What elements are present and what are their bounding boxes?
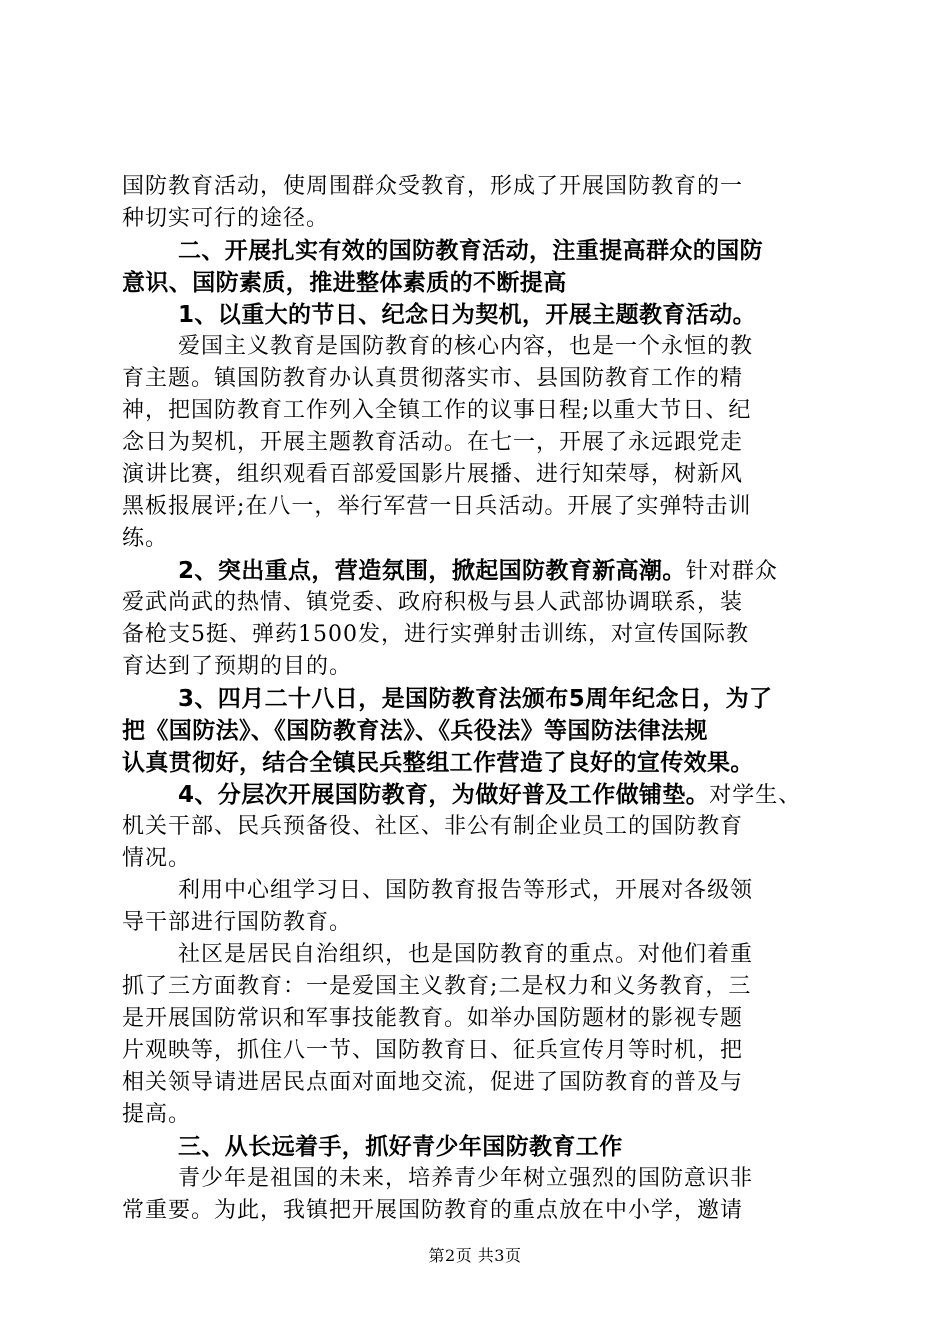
text-line: 利用中心组学习日、国防教育报告等形式，开展对各级领	[178, 878, 754, 903]
text-line: 认真贯彻好，结合全镇民兵整组工作营造了良好的宣传效果。	[122, 750, 754, 776]
text-line: 练。	[122, 526, 169, 551]
text-line: 提高。	[122, 1102, 192, 1127]
heading-line: 三、从长远着手，抓好青少年国防教育工作	[178, 1134, 623, 1160]
text-line: 把《国防法》、《国防教育法》、《兵役法》等国防法律法规	[122, 718, 708, 744]
paragraph	[122, 171, 832, 235]
heading-line: 意识、国防素质，推进整体素质的不断提高	[122, 270, 567, 296]
text-line: 情况。	[122, 846, 192, 871]
text-line: 育达到了预期的目的。	[122, 654, 353, 679]
heading-line: 二、开展扎实有效的国防教育活动，注重提高群众的国防	[178, 238, 763, 264]
section-heading-3	[122, 1131, 832, 1163]
paragraph	[122, 331, 832, 555]
text-line: 青少年是祖国的未来，培养青少年树立强烈的国防意识非	[178, 1166, 754, 1191]
text-line: 神，把国防教育工作列入全镇工作的议事日程;以重大节日、纪	[122, 398, 752, 423]
text-line: 常重要。为此，我镇把开展国防教育的重点放在中小学，邀请	[122, 1198, 744, 1223]
text-line: 片观映等，抓住八一节、国防教育日、征兵宣传月等时机，把	[122, 1038, 744, 1063]
text-line	[122, 555, 832, 587]
subheading-1	[122, 299, 832, 331]
text-line: 社区是居民自治组织，也是国防教育的重点。对他们着重	[178, 942, 754, 967]
point-heading: 2、突出重点，营造氛围，掀起国防教育新高潮。	[178, 558, 686, 584]
text-line: 黑板报展评;在八一，举行军营一日兵活动。开展了实弹特击训	[122, 494, 752, 519]
section-heading-2	[122, 235, 832, 299]
paragraph-point-2	[122, 555, 832, 683]
text-run: 对学生、	[709, 783, 802, 808]
paragraph	[122, 1163, 832, 1227]
text-line: 备枪支5挺、弹药1500发，进行实弹射击训练，对宣传国际教	[122, 622, 749, 647]
point-heading: 4、分层次开展国防教育，为做好普及工作做铺垫。	[178, 782, 710, 808]
text-line: 爱武尚武的热情、镇党委、政府积极与县人武部协调联系，装	[122, 590, 744, 615]
text-line: 念日为契机，开展主题教育活动。在七一，开展了永远跟党走	[122, 430, 744, 455]
heading-line: 1、以重大的节日、纪念日为契机，开展主题教育活动。	[178, 302, 757, 328]
paragraph	[122, 875, 832, 939]
text-line: 种切实可行的途径。	[122, 206, 330, 231]
text-line: 抓了三方面教育：一是爱国主义教育;二是权力和义务教育，三	[122, 974, 752, 999]
text-line: 演讲比赛，组织观看百部爱国影片展播、进行知荣辱，树新风	[122, 462, 744, 487]
page-number: 第2页 共3页	[428, 1246, 522, 1265]
text-line: 3、四月二十八日，是国防教育法颁布5周年纪念日，为了	[178, 686, 773, 712]
paragraph-point-4	[122, 779, 832, 875]
text-line: 爱国主义教育是国防教育的核心内容，也是一个永恒的教	[178, 334, 754, 359]
text-line: 育主题。镇国防教育办认真贯彻落实市、县国防教育工作的精	[122, 366, 744, 391]
text-line: 是开展国防常识和军事技能教育。如举办国防题材的影视专题	[122, 1006, 744, 1031]
text-line: 相关领导请进居民点面对面地交流，促进了国防教育的普及与	[122, 1070, 744, 1095]
text-line: 导干部进行国防教育。	[122, 910, 353, 935]
text-line	[122, 779, 832, 811]
document-body	[122, 171, 832, 1227]
text-line: 国防教育活动，使周围群众受教育，形成了开展国防教育的一	[122, 174, 744, 199]
text-line: 机关干部、民兵预备役、社区、非公有制企业员工的国防教育	[122, 814, 744, 839]
text-run: 针对群众	[685, 559, 778, 584]
paragraph	[122, 939, 832, 1131]
paragraph-point-3	[122, 683, 832, 779]
